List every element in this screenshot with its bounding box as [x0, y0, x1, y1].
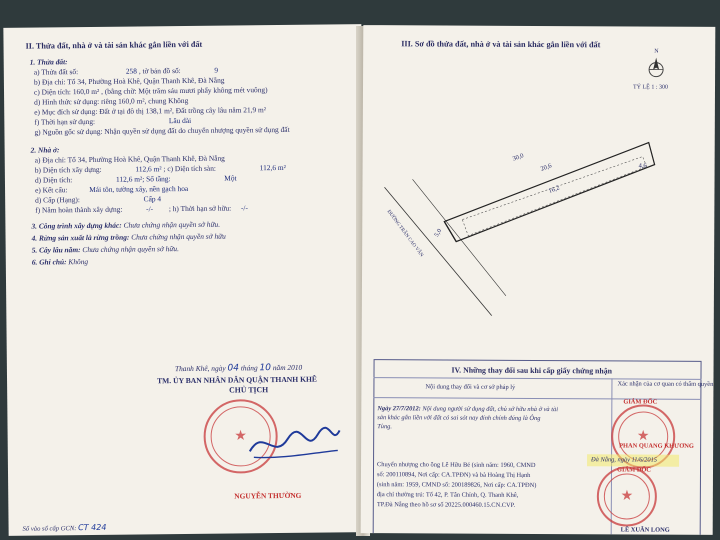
- land-purpose: e) Mục đích sử dụng: Đất ở tại đô thị 138,1 m², Đất trồng cây lâu năm 21,9 m²: [34, 105, 267, 117]
- house-area2-row: [35, 173, 237, 184]
- signature-left: [243, 416, 343, 465]
- item5-label: 5. Cây lâu năm:: [31, 245, 81, 255]
- star-icon: ★: [234, 428, 248, 444]
- house-address: a) Địa chỉ: Tổ 34, Phường Hoà Khê, Quận Thanh Khê, Đà Nẵng: [34, 153, 225, 165]
- land-heading: 1. Thửa đất:: [29, 57, 68, 67]
- item6-row: [32, 257, 88, 267]
- ownership-term-label: ; h) Thời hạn sở hữu:: [168, 203, 232, 214]
- item4-label: 4. Rừng sản xuất là rừng trồng:: [31, 232, 130, 243]
- structure-value: Mái tôn, tường xây, nền gạch hoa: [89, 183, 189, 194]
- item4-row: [32, 232, 226, 243]
- registry-row: [23, 523, 107, 533]
- entry1-date: Ngày 27/7/2012:: [377, 405, 421, 413]
- director1-name: PHAN QUANG KHƯƠNG: [619, 442, 694, 450]
- build-area-label: b) Diện tích xây dựng:: [34, 164, 102, 175]
- parcel-label: a) Thửa đất số:: [33, 67, 79, 77]
- house-area-row: [35, 163, 286, 175]
- dim-front: 5,0: [433, 227, 444, 239]
- entry1-line1: [377, 405, 558, 413]
- land-area: c) Diện tích: 160,0 m² , (bằng chữ: Một trăm sáu mươi phẩy không mét vuông): [33, 85, 268, 97]
- registry-number: CT 424: [78, 522, 107, 533]
- second-date: Đà Nẵng, ngày 11/6/2015: [591, 456, 657, 464]
- date-prefix: Thanh Khê, ngày: [174, 363, 226, 374]
- entry1-text1: Nội dung người sử dụng đất, chủ sở hữu nhà ở và tài: [422, 405, 558, 414]
- house-heading: 2. Nhà ở:: [30, 145, 60, 155]
- land-term-label: f) Thời hạn sử dụng:: [34, 116, 96, 127]
- section3-title: III. Sơ đồ thửa đất, nhà ở và tài sản khác gắn liền với đất: [401, 39, 601, 50]
- col-confirm-header: Xác nhận của cơ quan có thẩm quyền: [617, 380, 714, 388]
- land-use-form: d) Hình thức sử dụng: riêng 160,0 m², chung Không: [34, 95, 189, 107]
- map-sheet-number: 9: [214, 65, 219, 75]
- ownership-term-value: -/-: [240, 203, 248, 213]
- grade-label: d) Cấp (Hạng):: [35, 195, 80, 205]
- entry2-line1: Chuyển nhượng cho ông Lê Hữu Bé (sinh năm: 1960, CMND: [377, 461, 536, 469]
- year-value: -/-: [146, 204, 154, 214]
- dim-top: 30,0: [511, 152, 525, 163]
- date-month-label: tháng: [240, 363, 258, 373]
- dim-back: 4,6: [638, 162, 647, 170]
- entry1-line2: sản khác gắn liền với đất có sai sót nay đính chính đúng là Ông: [377, 414, 541, 423]
- parcel-number: 258: [125, 66, 137, 76]
- section2-title: II. Thửa đất, nhà ở và tài sản khác gắn liền với đất: [25, 39, 203, 51]
- structure-label: e) Kết cấu:: [35, 185, 68, 195]
- north-arrow-icon: [645, 55, 667, 81]
- map-sheet-label: , tờ bản đồ số:: [138, 66, 181, 76]
- land-origin: g) Nguồn gốc sử dụng: Nhận quyền sử dụng đất do chuyển nhượng quyền sử dụng đất: [34, 124, 290, 137]
- entry2-line3: (sinh năm: 1959, CMND số: 200189826, Nơi cấp: CA.TPĐN): [376, 481, 537, 489]
- authority-name: TM. ỦY BAN NHÂN DÂN QUẬN THANH KHÊ: [157, 374, 317, 386]
- item6-label: 6. Ghi chú:: [31, 257, 67, 267]
- street-name: ĐƯỜNG TRẦN CAO VÂN: [385, 209, 424, 259]
- item5-value: Chưa chứng nhận quyền sở hữu.: [82, 244, 179, 255]
- star-icon: ★: [620, 488, 634, 505]
- house-area-label: d) Diện tích:: [34, 175, 73, 185]
- item3-label: 3. Công trình xây dựng khác:: [31, 220, 122, 231]
- north-label: N: [654, 48, 659, 55]
- section4-title: IV. Những thay đổi sau khi cấp giấy chứng nhận: [451, 365, 613, 376]
- floor-area-label: ; c) Diện tích sàn:: [163, 163, 216, 174]
- grade-value: Cấp 4: [143, 194, 162, 204]
- position-title: CHỦ TỊCH: [229, 385, 269, 395]
- official-seal-right-2: [597, 466, 657, 526]
- house-grade-row: [35, 194, 161, 204]
- director-label-2: GIÁM ĐỐC: [616, 466, 651, 474]
- house-structure-row: [35, 184, 188, 195]
- dim-inner: 20,6: [539, 162, 553, 173]
- signer-name: NGUYỄN THƯỜNG: [234, 490, 302, 501]
- registry-label: Số vào sổ cấp GCN:: [22, 525, 77, 533]
- land-address: b) Địa chỉ: Tổ 34, Phường Hoà Khê, Quận Thanh Khê, Đà Nẵng: [33, 75, 225, 87]
- date-year: năm 2010: [272, 362, 303, 373]
- item3-row: [31, 220, 220, 231]
- floor-area-value: 112,6 m²: [259, 162, 286, 173]
- date-day: 04: [227, 363, 240, 374]
- col-content-header: Nội dung thay đổi và cơ sở pháp lý: [425, 383, 516, 391]
- map-scale: TỶ LỆ 1 : 300: [632, 84, 669, 91]
- item3-value: Chưa chứng nhận quyền sở hữu.: [123, 219, 221, 230]
- item4-value: Chưa chứng nhận quyền sở hữu: [131, 231, 226, 242]
- entry2-line4: địa chỉ thường trú: Tổ 42, P. Tân Chính, Q. Thanh Khê,: [376, 491, 519, 499]
- star-icon: ★: [636, 429, 650, 445]
- entry2-line2: số: 200110894, Nơi cấp: CA.TPĐN) và bà Hoàng Thị Hạnh: [376, 471, 531, 479]
- director2-name: LÊ XUÂN LONG: [620, 526, 670, 534]
- left-page: [3, 24, 366, 536]
- house-floors: Một: [224, 173, 237, 183]
- entry2-line5: TP.Đà Nẵng theo hồ sơ số 20225.000460.15.CN.CVP.: [376, 501, 516, 509]
- entry1-line3: Tùng.: [377, 423, 392, 431]
- item5-row: [32, 244, 179, 255]
- date-month: 10: [259, 363, 272, 374]
- year-label: f) Năm hoàn thành xây dựng:: [35, 204, 123, 215]
- dim-bottom: 16,2: [547, 184, 561, 195]
- house-area-value: 112,6 m²; Số tầng:: [115, 174, 171, 184]
- land-term-value: Lâu dài: [168, 115, 192, 126]
- director-label-1: GIÁM ĐỐC: [623, 398, 658, 406]
- issue-date-row: [175, 363, 302, 374]
- land-term-row: [34, 116, 191, 127]
- item6-value: Không: [68, 257, 89, 267]
- house-year-row: [35, 203, 248, 214]
- right-page: [361, 25, 716, 535]
- build-area-value: 112,6 m²: [135, 164, 162, 174]
